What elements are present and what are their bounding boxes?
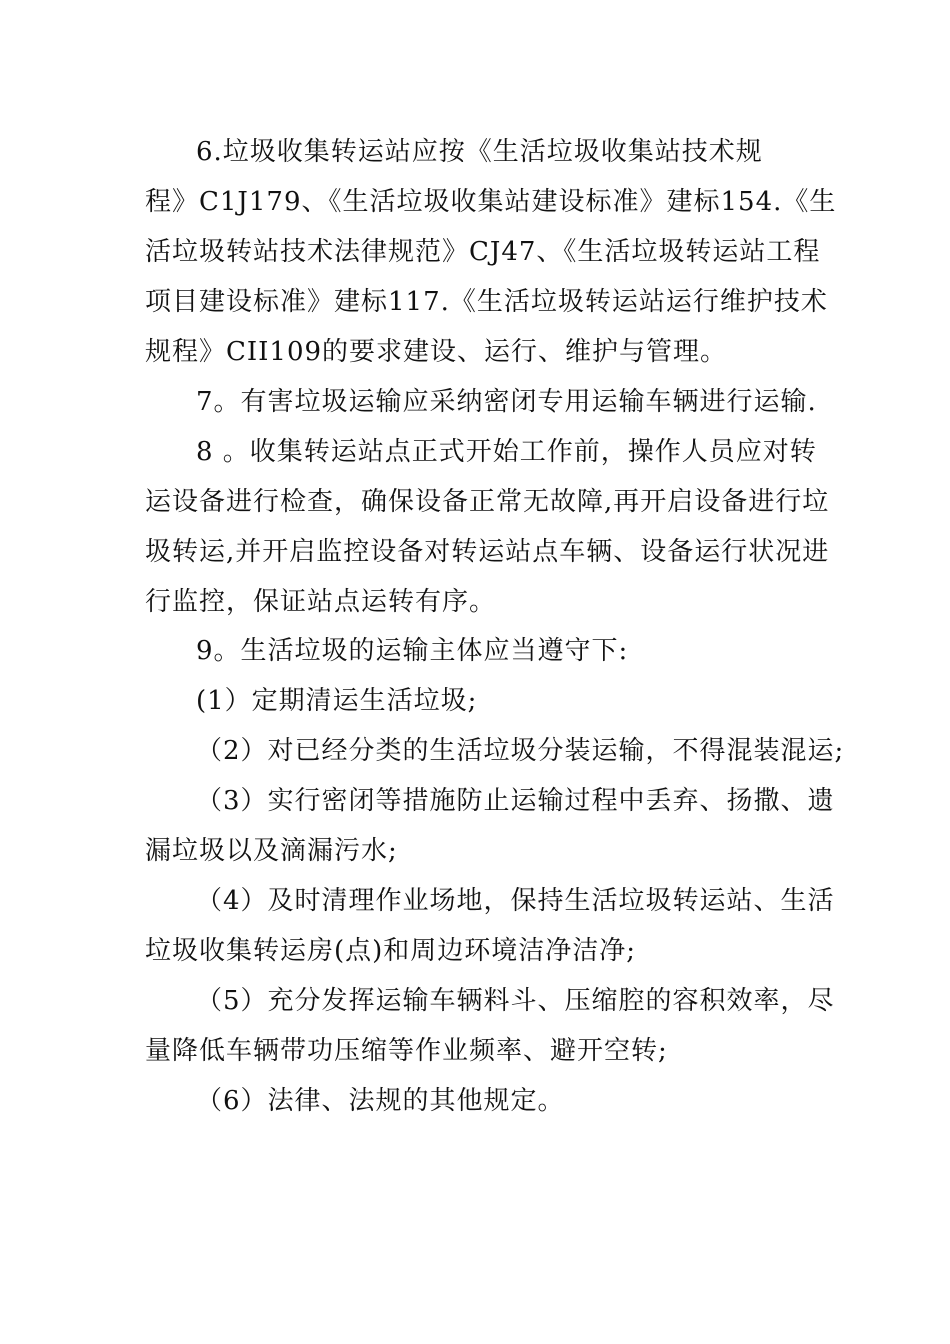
text-line: (1）定期清运生活垃圾; (196, 686, 478, 716)
text-line: （5）充分发挥运输车辆料斗、压缩腔的容积效率，尽 (196, 986, 835, 1016)
text-line: （4）及时清理作业场地，保持生活垃圾转运站、生活 (196, 886, 835, 916)
text-line: 行监控，保证站点运转有序。 (145, 587, 497, 617)
text-line: （2）对已经分类的生活垃圾分装运输，不得混装混运; (196, 736, 845, 766)
text-line: 7。有害垃圾运输应采纳密闭专用运输车辆进行运输. (196, 387, 817, 417)
text-line: 量降低车辆带功压缩等作业频率、避开空转; (145, 1036, 668, 1066)
text-line: 9。生活垃圾的运输主体应当遵守下: (196, 636, 629, 666)
text-line: 垃圾收集转运房(点)和周边环境洁净洁净; (145, 936, 637, 966)
text-line: 漏垃圾以及滴漏污水; (145, 836, 398, 866)
text-line: 圾转运,并开启监控设备对转运站点车辆、设备运行状况进 (145, 537, 830, 567)
text-line: 6.垃圾收集转运站应按《生活垃圾收集站技术规 (196, 137, 763, 167)
text-line: 8 。收集转运站点正式开始工作前，操作人员应对转 (196, 437, 817, 467)
text-line: 活垃圾转站技术法律规范》CJ47、《生活垃圾转运站工程 (145, 237, 821, 267)
text-line: 项目建设标准》建标117.《生活垃圾转运站运行维护技术 (145, 287, 828, 317)
text-line: （3）实行密闭等措施防止运输过程中丢弃、扬撒、遗 (196, 786, 835, 816)
text-line: 程》C1J179、《生活垃圾收集站建设标准》建标154.《生 (145, 187, 837, 217)
text-line: 规程》CII109的要求建设、运行、维护与管理。 (145, 337, 728, 367)
text-line: 运设备进行检查，确保设备正常无故障,再开启设备进行垃 (145, 487, 830, 517)
text-line: （6）法律、法规的其他规定。 (196, 1086, 565, 1116)
